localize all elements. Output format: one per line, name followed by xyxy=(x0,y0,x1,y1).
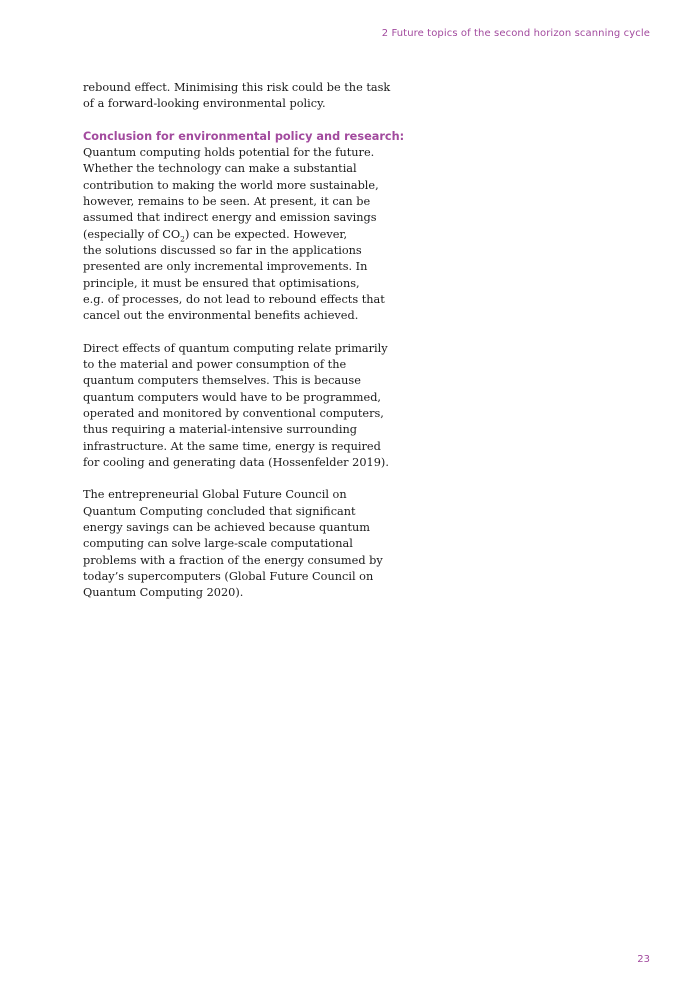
text-line: cancel out the environmental benefits achieved. xyxy=(83,309,359,323)
text-line: contribution to making the world more sustainable, xyxy=(83,178,379,192)
text-fragment: ) can be expected. However, xyxy=(184,227,348,241)
main-content xyxy=(83,80,405,618)
text-line: Quantum Computing concluded that significant xyxy=(83,504,356,518)
text-line: The entrepreneurial Global Future Council on xyxy=(83,488,347,502)
text-line: quantum computers themselves. This is because xyxy=(83,374,361,388)
paragraph-direct-effects xyxy=(83,341,389,471)
text-line: operated and monitored by conventional computers, xyxy=(83,406,384,420)
text-line: Direct effects of quantum computing relate primarily xyxy=(83,341,388,355)
running-header: 2 Future topics of the second horizon scanning cycle xyxy=(381,28,650,39)
text-line: quantum computers would have to be programmed, xyxy=(83,390,382,404)
text-line: to the material and power consumption of the xyxy=(83,358,347,372)
paragraph-rebound xyxy=(83,80,391,113)
text-line: thus requiring a material-intensive surrounding xyxy=(83,423,358,437)
text-line: of a forward-looking environmental policy. xyxy=(83,97,326,111)
subscript-2: 2 xyxy=(180,233,185,243)
text-line: energy savings can be achieved because quantum xyxy=(83,521,371,535)
text-line: principle, it must be ensured that optimisations, xyxy=(83,276,360,290)
text-line: for cooling and generating data (Hossenfelder 2019). xyxy=(83,455,389,469)
text-line: the solutions discussed so far in the applications xyxy=(83,243,362,257)
text-line: rebound effect. Minimising this risk could be the task xyxy=(83,81,391,94)
text-line: assumed that indirect energy and emission savings xyxy=(83,211,377,225)
text-line: computing can solve large-scale computational xyxy=(83,537,353,551)
page-number: 23 xyxy=(637,954,650,965)
text-fragment: (especially of CO xyxy=(83,227,181,241)
conclusion-heading: Conclusion for environmental policy and research: xyxy=(83,129,405,143)
text-line: however, remains to be seen. At present, it can be xyxy=(83,195,371,209)
text-line-co2 xyxy=(83,227,373,243)
text-line: Quantum Computing 2020). xyxy=(83,586,244,600)
paragraph-conclusion xyxy=(83,129,405,325)
text-line: presented are only incremental improvements. In xyxy=(83,260,368,274)
paragraph-global-future-council xyxy=(83,487,383,601)
text-line: infrastructure. At the same time, energy is required xyxy=(83,439,381,453)
text-line: e.g. of processes, do not lead to rebound effects that xyxy=(83,292,385,306)
text-line: Whether the technology can make a substantial xyxy=(83,162,357,176)
text-line: problems with a fraction of the energy consumed by xyxy=(83,553,383,567)
text-line: today’s supercomputers (Global Future Council on xyxy=(83,569,374,583)
text-line: Quantum computing holds potential for the future. xyxy=(83,146,375,160)
